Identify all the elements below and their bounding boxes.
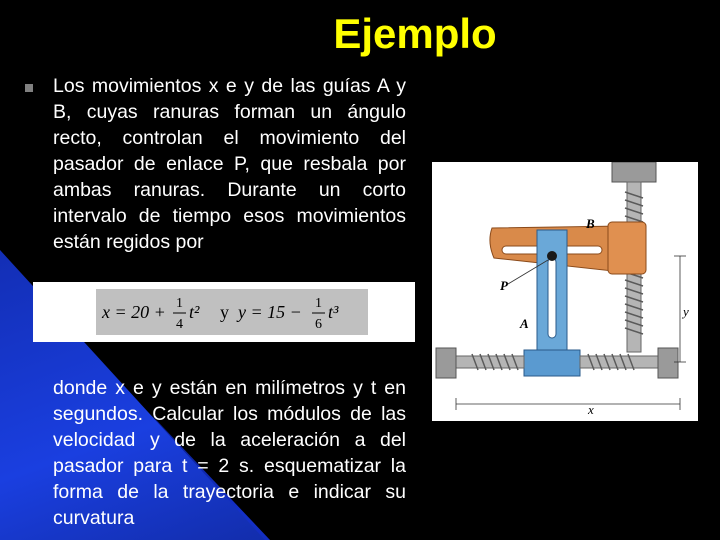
formula-y-num: 1 [315,296,322,311]
label-B: B [586,216,595,231]
label-P: P [500,278,508,293]
formula-box [33,282,415,342]
slide-title: Ejemplo [333,10,497,57]
formula-svg [96,289,368,335]
formula-y-den: 6 [315,317,322,332]
guide-A-slot [548,258,556,338]
mechanism-figure [432,162,698,421]
formula-conjunction: y [220,302,229,322]
top-mount [612,162,656,182]
bullet-icon [25,84,33,92]
formula-x-lhs: x = 20 + [102,302,166,322]
mechanism-illustration [432,162,698,421]
guide-B-block [608,222,646,274]
pin-P [547,251,557,261]
left-mount [436,348,456,378]
formula-y-lhs: y = 15 − [238,302,302,322]
label-y: y [683,304,689,319]
label-x: x [588,402,594,417]
paragraph-problem: Los movimientos x e y de las guías A y B, cuyas ranuras forman un ángulo recto, controlan el movimiento del pasador de enlace P, que resbala por ambas ranuras. Durante un corto intervalo de tiempo esos movimientos están regidos por [53,75,406,253]
formula-equations [96,289,368,335]
formula-x-tail: t² [189,302,200,322]
label-A: A [520,316,529,331]
paragraph-question: donde x e y están en milímetros y t en segundos. Calcular los módulos de las velocidad y de la aceleración a del pasador para t = 2 s. esquematizar la forma de la trayectoria e indicar su curvatura [53,377,406,529]
formula-x-num: 1 [176,296,183,311]
formula-x-den: 4 [176,317,183,332]
formula-y-tail: t³ [328,302,339,322]
right-mount [658,348,678,378]
guide-A-base [524,350,580,376]
